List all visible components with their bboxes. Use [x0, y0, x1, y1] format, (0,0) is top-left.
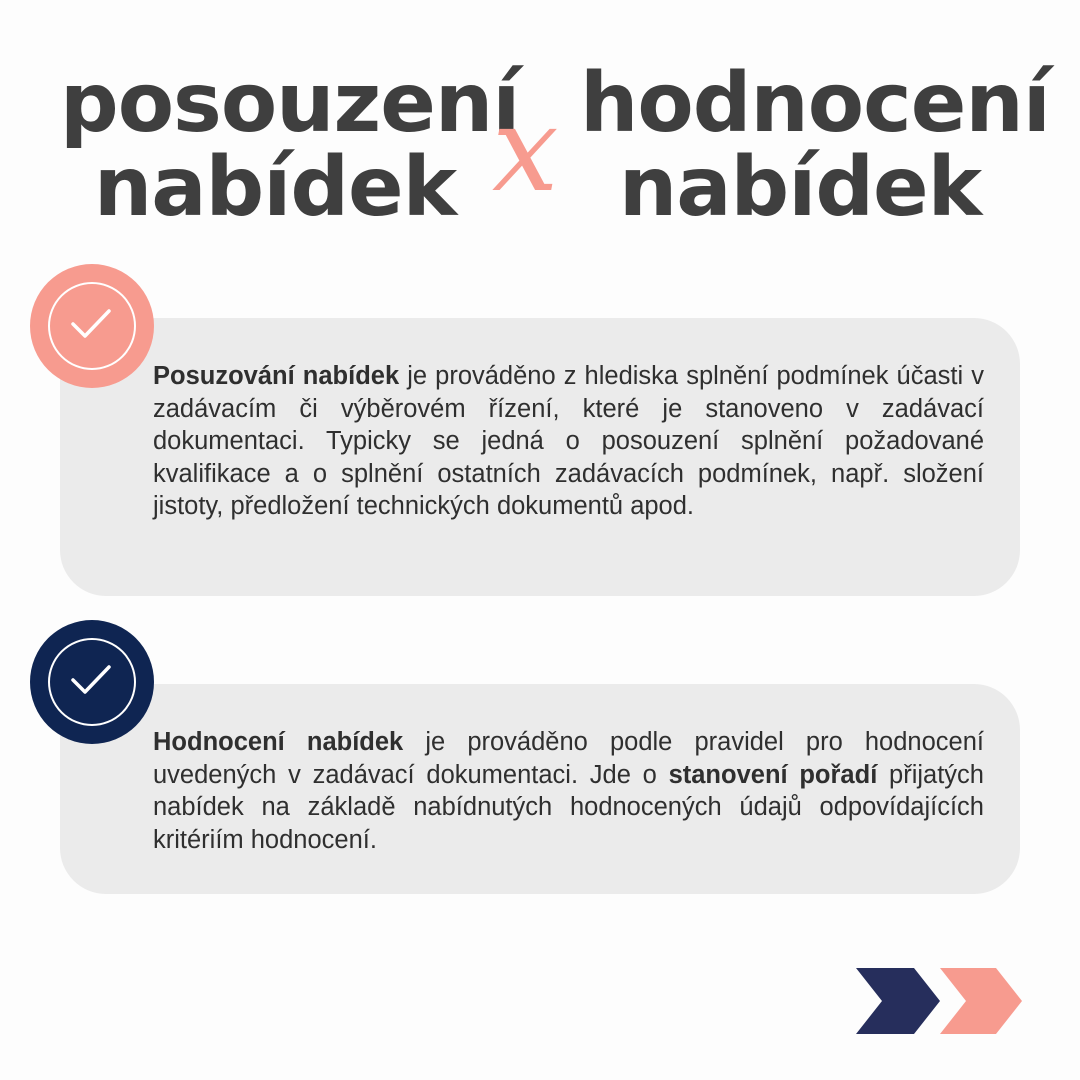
assessment-text [153, 360, 984, 523]
evaluation-body-1: je prováděno podle pravidel pro hodnocení uvedených v zadávací dokumentaci. Jde o [153, 728, 984, 789]
check-icon [70, 664, 112, 696]
left-title-line2: nabídek [93, 140, 457, 235]
left-title-line1: posouzení [60, 56, 520, 151]
right-title [580, 56, 1050, 235]
versus-separator: x [492, 80, 559, 218]
check-icon [70, 308, 112, 340]
right-title-line1: hodnocení [580, 56, 1050, 151]
assessment-badge [30, 264, 154, 388]
assessment-lead: Posuzování nabídek [153, 362, 400, 390]
headline [0, 56, 1080, 242]
arrow-navy [856, 968, 940, 1034]
evaluation-card [60, 684, 1020, 894]
evaluation-emphasis: stanovení pořadí [668, 760, 878, 789]
assessment-body: je prováděno z hlediska splnění podmínek účasti v zadávacím či výběrovém řízení, které je stanoveno v zadávací dokumentaci. Typicky se jedná o posouzení splnění požadované kvalifikace a o splnění ostatních zadávacích podmínek, např. složení jistoty, předložení technických dokumentů apod. [153, 362, 984, 520]
evaluation-lead: Hodnocení nabídek [153, 728, 404, 756]
evaluation-badge [30, 620, 154, 744]
evaluation-body-2: přijatých nabídek na základě nabídnutých hodnocených údajů odpovídajících kritériím hodnocení. [153, 760, 984, 854]
right-title-line2: nabídek [618, 140, 982, 235]
left-title [60, 56, 520, 235]
arrow-coral [940, 968, 1022, 1034]
assessment-card [60, 318, 1020, 596]
next-arrows-icon[interactable] [856, 968, 1026, 1034]
evaluation-text [153, 726, 984, 856]
